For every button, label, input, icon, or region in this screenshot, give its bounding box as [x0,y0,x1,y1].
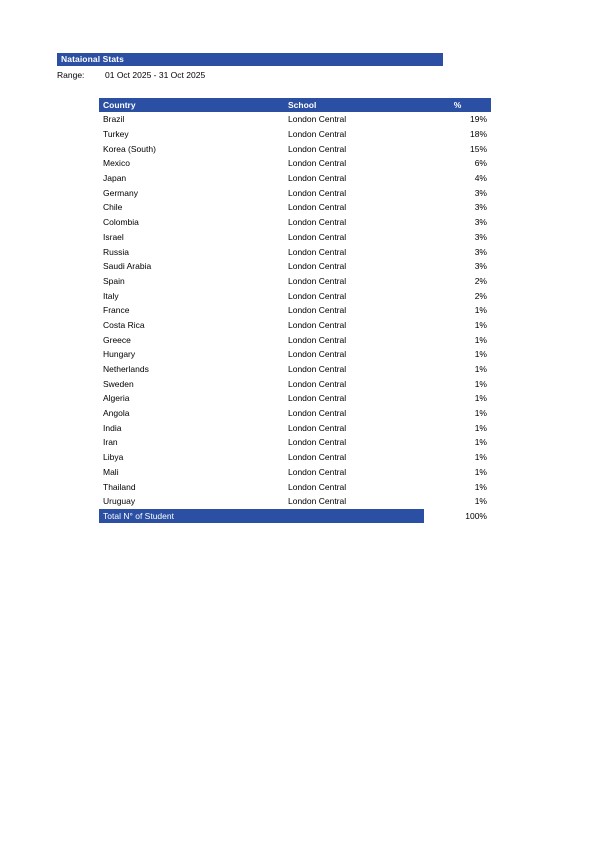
cell-percent: 1% [474,422,487,433]
cell-percent: 1% [474,305,487,316]
cell-school: London Central [288,158,347,169]
cell-country: Italy [103,290,119,301]
cell-school: London Central [288,275,347,286]
cell-country: Mali [103,466,119,477]
cell-percent: 1% [474,334,487,345]
cell-country: India [103,422,122,433]
cell-country: France [103,305,130,316]
cell-country: Greece [103,334,131,345]
table-row [99,362,491,377]
cell-country: Sweden [103,378,134,389]
cell-country: Thailand [103,481,136,492]
cell-country: Colombia [103,217,139,228]
cell-percent: 1% [474,452,487,463]
table-row [99,406,491,421]
cell-percent: 2% [474,290,487,301]
cell-percent: 3% [474,231,487,242]
cell-country: Chile [103,202,123,213]
cell-country: Iran [103,437,118,448]
column-header-percent: % [453,100,462,110]
table-row [99,332,491,347]
table-total-row [99,509,491,523]
cell-school: London Central [288,393,347,404]
cell-percent: 3% [474,202,487,213]
cell-school: London Central [288,231,347,242]
cell-school: London Central [288,422,347,433]
cell-percent: 1% [474,496,487,507]
cell-country: Saudi Arabia [103,261,152,272]
cell-country: Libya [103,452,124,463]
cell-school: London Central [288,246,347,257]
stats-table [99,98,491,523]
cell-school: London Central [288,408,347,419]
cell-country: Korea (South) [103,143,156,154]
cell-school: London Central [288,305,347,316]
table-row [99,141,491,156]
cell-school: London Central [288,290,347,301]
date-range-label: Range: [57,70,85,80]
table-row [99,479,491,494]
date-range [57,70,457,82]
cell-country: Israel [103,231,124,242]
cell-country: Netherlands [103,364,149,375]
cell-percent: 15% [469,143,487,154]
cell-percent: 1% [474,349,487,360]
cell-school: London Central [288,114,347,125]
cell-percent: 6% [474,158,487,169]
cell-school: London Central [288,437,347,448]
table-row [99,112,491,127]
table-row [99,391,491,406]
total-percent: 100% [465,510,487,521]
cell-school: London Central [288,143,347,154]
cell-percent: 3% [474,261,487,272]
cell-country: Uruguay [103,496,136,507]
cell-percent: 3% [474,246,487,257]
cell-percent: 4% [474,173,487,184]
table-row [99,200,491,215]
cell-school: London Central [288,378,347,389]
cell-percent: 19% [469,114,487,125]
table-row [99,376,491,391]
cell-school: London Central [288,334,347,345]
table-row [99,347,491,362]
table-row [99,171,491,186]
cell-percent: 18% [469,129,487,140]
cell-school: London Central [288,187,347,198]
cell-percent: 3% [474,187,487,198]
cell-school: London Central [288,349,347,360]
cell-country: Germany [103,187,138,198]
cell-percent: 1% [474,393,487,404]
cell-school: London Central [288,364,347,375]
table-row [99,465,491,480]
cell-percent: 3% [474,217,487,228]
table-row [99,274,491,289]
table-row [99,303,491,318]
cell-school: London Central [288,202,347,213]
cell-percent: 1% [474,378,487,389]
cell-country: Algeria [103,393,130,404]
table-row [99,244,491,259]
table-row [99,494,491,509]
table-row [99,156,491,171]
cell-country: Turkey [103,129,129,140]
cell-percent: 1% [474,466,487,477]
cell-school: London Central [288,217,347,228]
table-header-row [99,98,491,112]
cell-country: Hungary [103,349,136,360]
cell-school: London Central [288,129,347,140]
cell-country: Brazil [103,114,125,125]
table-row [99,288,491,303]
cell-country: Costa Rica [103,319,145,330]
table-row [99,127,491,142]
cell-percent: 1% [474,319,487,330]
cell-percent: 1% [474,481,487,492]
cell-percent: 1% [474,408,487,419]
cell-percent: 1% [474,364,487,375]
cell-school: London Central [288,173,347,184]
total-label: Total N° of Student [99,509,424,523]
table-row [99,318,491,333]
cell-school: London Central [288,452,347,463]
cell-school: London Central [288,261,347,272]
cell-percent: 2% [474,275,487,286]
table-row [99,420,491,435]
table-row [99,435,491,450]
report-title: Nataional Stats [57,53,443,66]
cell-country: Angola [103,408,130,419]
cell-country: Russia [103,246,129,257]
cell-percent: 1% [474,437,487,448]
cell-country: Spain [103,275,125,286]
cell-school: London Central [288,496,347,507]
date-range-value: 01 Oct 2025 - 31 Oct 2025 [105,70,206,80]
cell-school: London Central [288,319,347,330]
table-row [99,230,491,245]
cell-country: Mexico [103,158,130,169]
column-header-school: School [288,100,317,110]
cell-country: Japan [103,173,127,184]
table-row [99,450,491,465]
table-row [99,259,491,274]
cell-school: London Central [288,481,347,492]
table-row [99,215,491,230]
cell-school: London Central [288,466,347,477]
table-row [99,185,491,200]
table-body [99,112,491,509]
column-header-country: Country [103,100,136,110]
